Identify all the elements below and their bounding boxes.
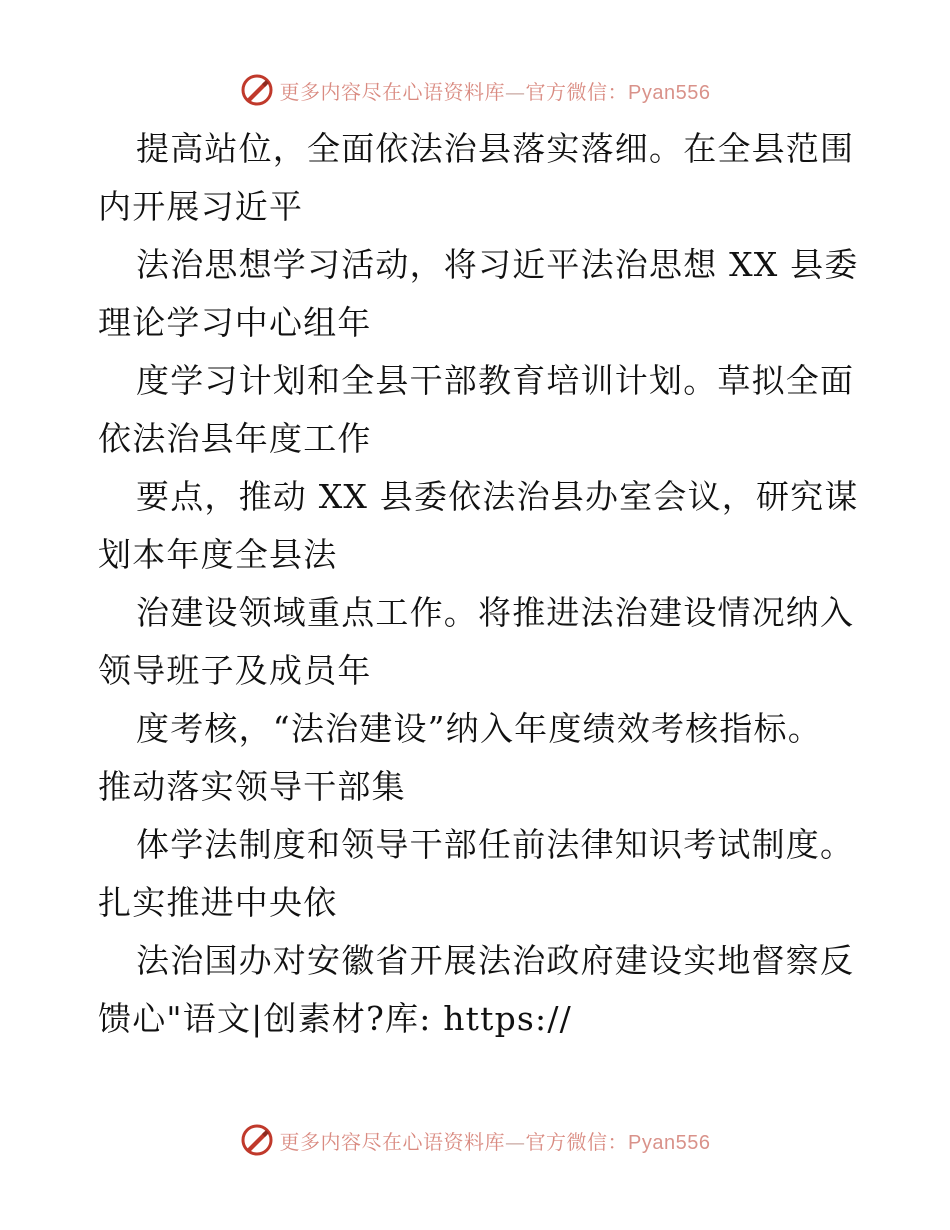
document-body [98,120,858,1048]
text-line: 推动落实领导干部集 [98,767,406,806]
text-line: 馈心"语文|创素材?库: https:// [98,999,572,1038]
pen-logo-icon [240,1123,274,1157]
text-line: 治建设领域重点工作。将推进法治建设情况纳入 [136,593,855,632]
banner-brand: 更多内容尽在心语资料库 [279,79,506,104]
text-line: 领导班子及成员年 [98,651,372,690]
banner-brand: 更多内容尽在心语资料库 [279,1129,506,1154]
text-line: 法治国办对安徽省开展法治政府建设实地督察反 [136,941,855,980]
text-line: 要点，推动 XX 县委依法治县办室会议，研究谋 [136,477,859,516]
banner-label: 官方微信： [525,79,629,104]
banner-wechat-id: Pyan556 [628,1131,711,1154]
text-line: 内开展习近平 [98,187,304,226]
banner-wechat-id: Pyan556 [628,81,711,104]
text-line: 依法治县年度工作 [98,419,372,458]
text-line: 划本年度全县法 [98,535,338,574]
text-line: 法治思想学习活动，将习近平法治思想 XX 县委 [136,245,859,284]
text-line: 提高站位，全面依法治县落实落细。在全县范围 [136,129,855,168]
banner-separator: — [505,79,526,104]
pen-logo-icon [240,73,274,107]
header-watermark-banner [0,70,950,110]
text-line: 度学习计划和全县干部教育培训计划。草拟全面 [136,361,855,400]
banner-text [280,1126,711,1155]
text-line: 扎实推进中央依 [98,883,338,922]
text-line: 理论学习中心组年 [98,303,372,342]
text-line: 度考核，“法治建设”纳入年度绩效考核指标。 [136,709,822,748]
text-line: 体学法制度和领导干部任前法律知识考试制度。 [136,825,855,864]
banner-separator: — [505,1129,526,1154]
footer-watermark-banner [0,1120,950,1160]
banner-text [280,76,711,105]
banner-label: 官方微信： [525,1129,629,1154]
